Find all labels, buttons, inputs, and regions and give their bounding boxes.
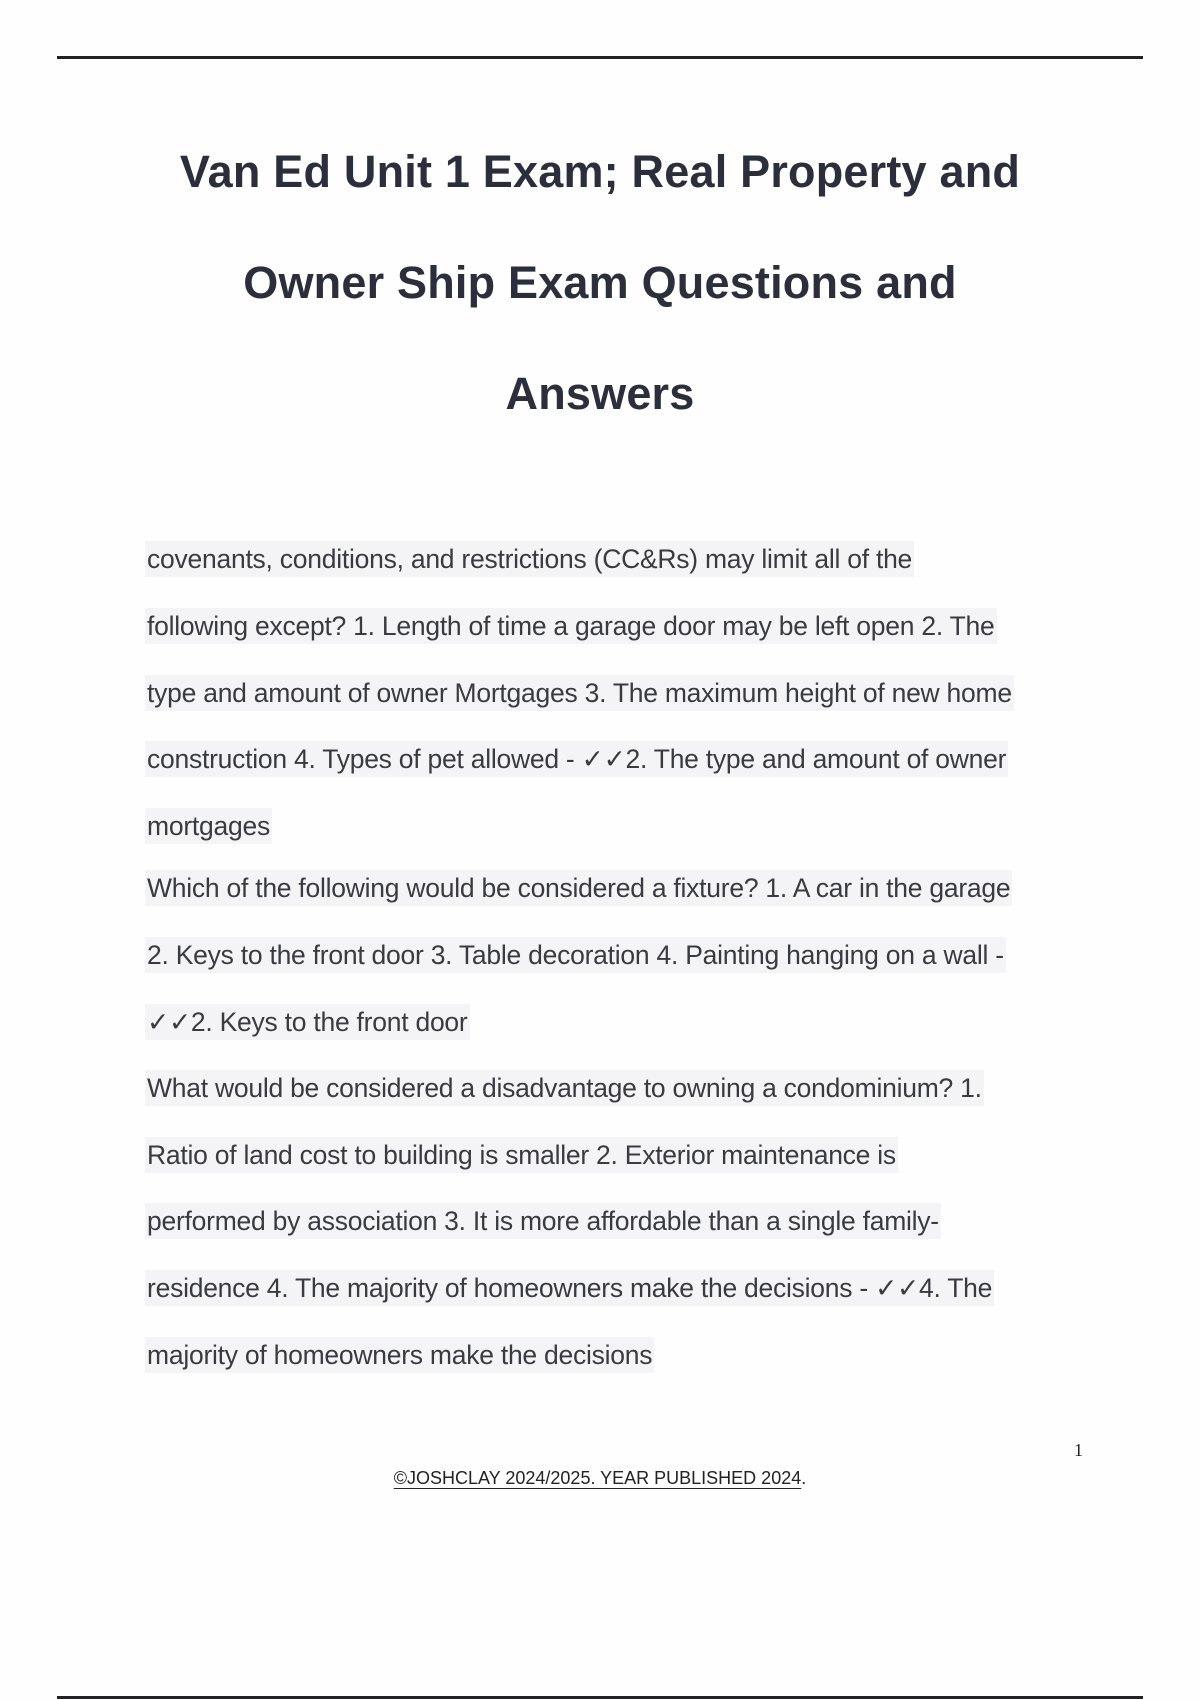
qa-line-text: performed by association 3. It is more affordable than a single family- bbox=[145, 1203, 941, 1239]
copyright-text: ©JOSHCLAY 2024/2025. YEAR PUBLISHED 2024 bbox=[393, 1468, 802, 1488]
qa-line bbox=[145, 937, 1085, 1004]
qa-line-text: mortgages bbox=[145, 808, 272, 844]
qa-line bbox=[145, 608, 1085, 675]
page-number: 1 bbox=[1074, 1440, 1083, 1460]
document-title bbox=[0, 132, 1200, 465]
title-line-2: Owner Ship Exam Questions and bbox=[243, 257, 957, 308]
qa-line-text: Ratio of land cost to building is smaller 2. Exterior maintenance is bbox=[145, 1137, 898, 1173]
copyright-footer bbox=[0, 1468, 1200, 1489]
qa-line-text: What would be considered a disadvantage to owning a condominium? 1. bbox=[145, 1070, 984, 1106]
qa-body bbox=[145, 541, 1085, 1404]
qa-line-text: residence 4. The majority of homeowners make the decisions - ✓✓4. The bbox=[145, 1270, 994, 1306]
qa-line-text: following except? 1. Length of time a garage door may be left open 2. The bbox=[145, 608, 997, 644]
qa-line-text: type and amount of owner Mortgages 3. The maximum height of new home bbox=[145, 675, 1014, 711]
qa-line bbox=[145, 808, 1085, 870]
qa-line-text: Which of the following would be considered a fixture? 1. A car in the garage bbox=[145, 870, 1012, 906]
qa-line bbox=[145, 1137, 1085, 1204]
qa-line bbox=[145, 675, 1085, 742]
header-rule bbox=[57, 56, 1143, 59]
title-line-1: Van Ed Unit 1 Exam; Real Property and bbox=[179, 146, 1021, 197]
qa-line bbox=[145, 541, 1085, 608]
qa-line bbox=[145, 1337, 1085, 1404]
qa-line-text: covenants, conditions, and restrictions (CC&Rs) may limit all of the bbox=[145, 541, 914, 577]
title-line-3: Answers bbox=[505, 368, 695, 419]
qa-line-text: construction 4. Types of pet allowed - ✓✓2. The type and amount of owner bbox=[145, 741, 1008, 777]
qa-line-text: majority of homeowners make the decisions bbox=[145, 1337, 654, 1373]
qa-line bbox=[145, 1270, 1085, 1337]
footer-rule bbox=[57, 1696, 1143, 1699]
qa-line-text: 2. Keys to the front door 3. Table decoration 4. Painting hanging on a wall - bbox=[145, 937, 1006, 973]
qa-line bbox=[145, 1070, 1085, 1137]
qa-line bbox=[145, 1203, 1085, 1270]
copyright-period: . bbox=[801, 1468, 807, 1488]
qa-line bbox=[145, 1004, 1085, 1070]
qa-line bbox=[145, 870, 1085, 937]
qa-line bbox=[145, 741, 1085, 808]
qa-line-text: ✓✓2. Keys to the front door bbox=[145, 1004, 470, 1040]
